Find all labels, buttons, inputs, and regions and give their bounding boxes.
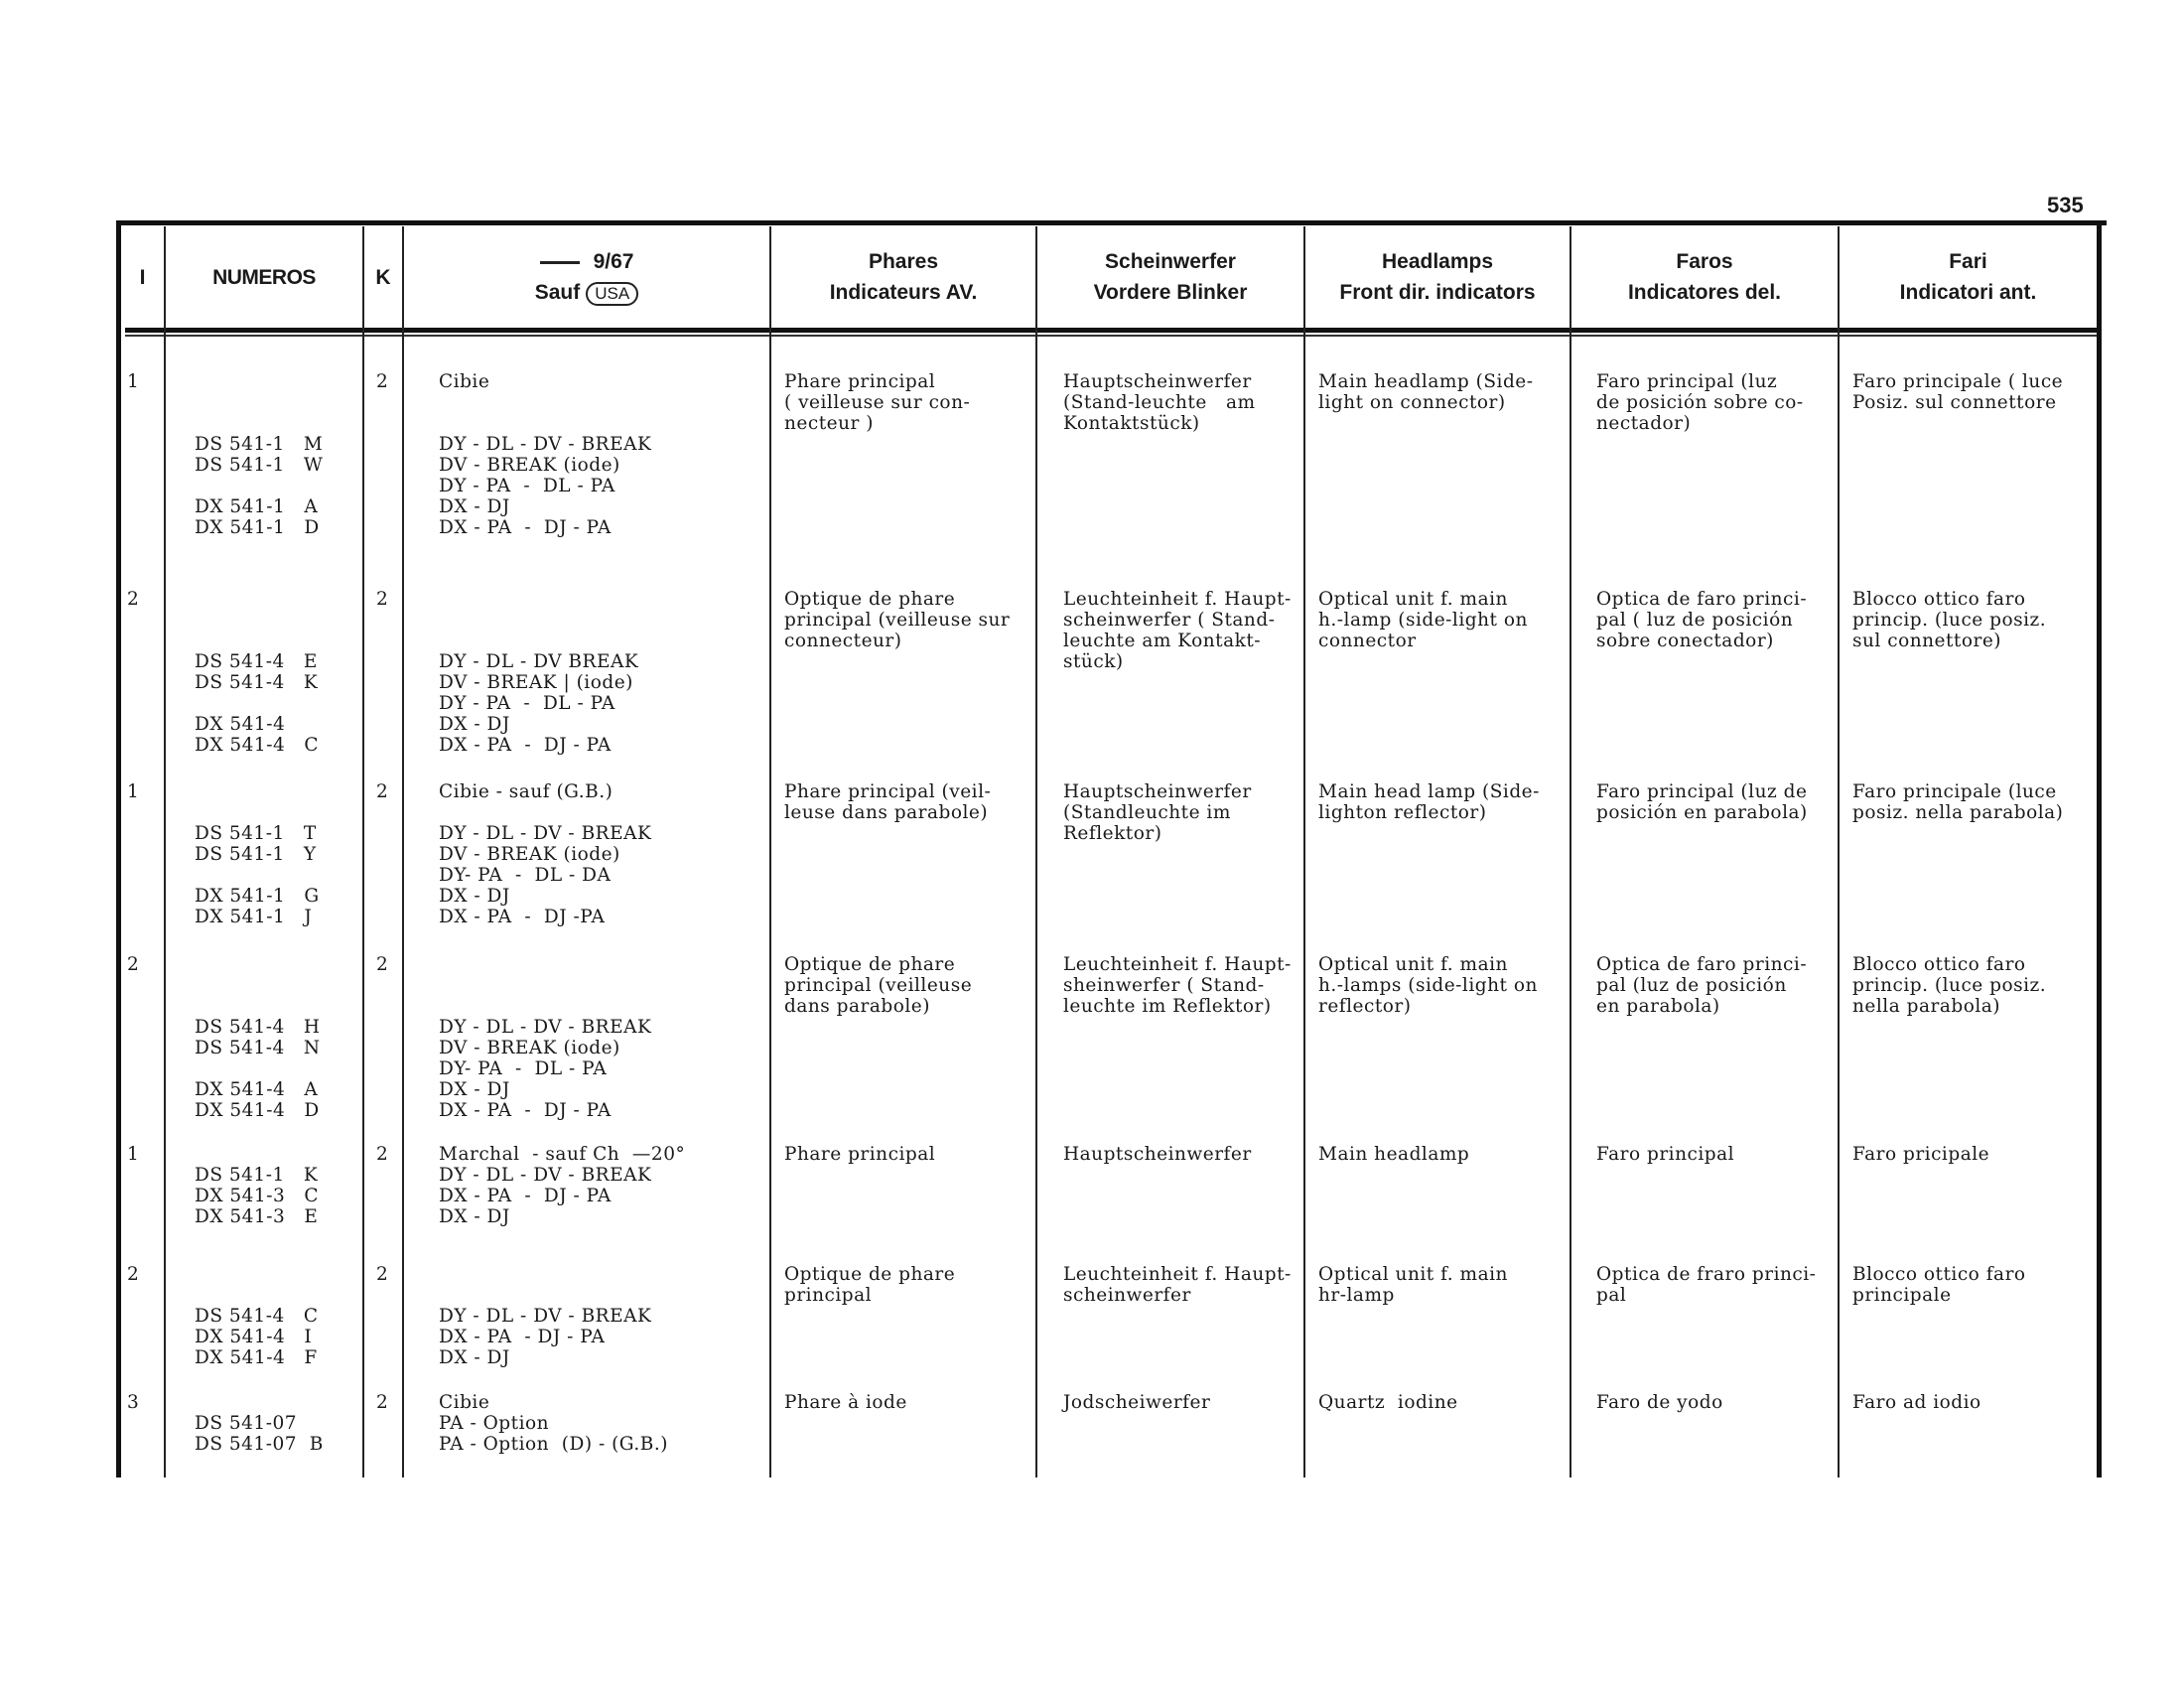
cell-de-line: leuchte am Kontakt-	[1063, 631, 1262, 651]
cell-it-line: princip. (luce posiz.	[1852, 610, 2047, 631]
cell-date-line: DV - BREAK (iode)	[439, 1038, 620, 1058]
cell-es-line: Faro principal	[1596, 1144, 1735, 1165]
cell-date-line: Cibie	[439, 371, 490, 392]
cell-numeros-line: DX 541-1 D	[195, 517, 320, 538]
cell-fr-line: Optique de phare	[784, 954, 956, 975]
cell-es-line: Optica de faro princi-	[1596, 954, 1808, 975]
header-italian	[1840, 226, 2097, 328]
cell-fr-line: Phare à iode	[784, 1392, 907, 1413]
cell-it-line: posiz. nella parabola)	[1852, 802, 2064, 823]
cell-numeros-line: DX 541-1 A	[195, 496, 319, 517]
header-fr-line1: Phares	[868, 250, 939, 273]
header-k-label: K	[375, 265, 391, 289]
cell-date-line: DV - BREAK (iode)	[439, 844, 620, 865]
cell-de-line: scheinwerfer ( Stand-	[1063, 610, 1276, 631]
header-en-line2: Front dir. indicators	[1339, 281, 1536, 304]
cell-de-line: leuchte im Reflektor)	[1063, 996, 1272, 1017]
header-it-line2: Indicatori ant.	[1899, 281, 2037, 304]
cell-date-line: DY - PA - DL - PA	[439, 693, 615, 714]
cell-date-line: PA - Option (D) - (G.B.)	[439, 1434, 668, 1455]
header-de-line1: Scheinwerfer	[1105, 250, 1236, 273]
cell-numeros-line: DX 541-3 C	[195, 1186, 320, 1206]
cell-date-line: DX - DJ	[439, 1347, 510, 1368]
cell-es-line: Faro principal (luz de	[1596, 781, 1808, 802]
cell-en-line: Optical unit f. main	[1318, 589, 1508, 610]
cell-de-line: sheinwerfer ( Stand-	[1063, 975, 1265, 996]
header-es-line1: Faros	[1676, 250, 1733, 273]
cell-numeros-line: DX 541-4 I	[195, 1327, 313, 1347]
cell-fr-line: Optique de phare	[784, 1264, 956, 1285]
cell-it-line: Faro principale ( luce	[1852, 371, 2064, 392]
cell-de-line: Reflektor)	[1063, 823, 1162, 844]
row-k: 2	[376, 371, 389, 392]
cell-en-line: Main headlamp	[1318, 1144, 1470, 1165]
header-en-line1: Headlamps	[1381, 250, 1494, 273]
header-i-label: I	[139, 265, 146, 289]
header-de-line2: Vordere Blinker	[1093, 281, 1248, 304]
cell-fr-line: Optique de phare	[784, 589, 956, 610]
cell-de-line: Kontaktstück)	[1063, 413, 1200, 434]
divider-6	[1303, 226, 1305, 1477]
cell-de-line: Hauptscheinwerfer	[1063, 1144, 1252, 1165]
cell-numeros-line: DX 541-1 J	[195, 907, 313, 927]
header-rule	[125, 328, 2101, 333]
cell-date-line: DY - DL - DV - BREAK	[439, 823, 652, 844]
cell-en-line: h.-lamps (side-light on	[1318, 975, 1538, 996]
header-french	[771, 226, 1035, 328]
header-numeros	[166, 226, 362, 328]
cell-en-line: h.-lamp (side-light on	[1318, 610, 1528, 631]
cell-en-line: Main headlamp (Side-	[1318, 371, 1534, 392]
cell-date-line: DX - DJ	[439, 1206, 510, 1227]
cell-de-line: Jodscheiwerfer	[1063, 1392, 1211, 1413]
cell-de-line: Leuchteinheit f. Haupt-	[1063, 954, 1292, 975]
cell-numeros-line: DX 541-4 F	[195, 1347, 318, 1368]
cell-date-line: DX - DJ	[439, 886, 510, 907]
cell-date-line: DY - DL - DV BREAK	[439, 651, 639, 672]
cell-date-line: DX - PA - DJ -PA	[439, 907, 606, 927]
cell-numeros-line: DS 541-1 M	[195, 434, 324, 455]
cell-en-line: Optical unit f. main	[1318, 954, 1508, 975]
header-english	[1305, 226, 1570, 328]
cell-numeros-line: DX 541-4 D	[195, 1100, 320, 1121]
cell-it-line: Blocco ottico faro	[1852, 1264, 2026, 1285]
header-date-sauf: Sauf	[534, 281, 581, 304]
cell-numeros-line: DS 541-1 K	[195, 1165, 319, 1186]
row-k: 2	[376, 1264, 389, 1285]
cell-de-line: Leuchteinheit f. Haupt-	[1063, 1264, 1292, 1285]
row-k: 2	[376, 589, 389, 610]
cell-date-line: DX - DJ	[439, 714, 510, 735]
cell-date-line: DX - DJ	[439, 496, 510, 517]
cell-en-line: lighton reflector)	[1318, 802, 1487, 823]
cell-fr-line: principal (veilleuse sur	[784, 610, 1011, 631]
cell-en-line: light on connector)	[1318, 392, 1506, 413]
row-k: 2	[376, 954, 389, 975]
cell-date-line: DX - PA - DJ - PA	[439, 1186, 612, 1206]
cell-es-line: de posición sobre co-	[1596, 392, 1804, 413]
cell-fr-line: principal	[784, 1285, 873, 1306]
row-index: 1	[127, 1144, 140, 1165]
cell-numeros-line: DS 541-1 W	[195, 455, 324, 476]
header-date-value: 9/67	[593, 250, 634, 273]
cell-es-line: Optica de fraro princi-	[1596, 1264, 1817, 1285]
cell-numeros-line: DS 541-1 Y	[195, 844, 317, 865]
cell-en-line: reflector)	[1318, 996, 1412, 1017]
header-rule-thin	[125, 335, 2101, 337]
cell-es-line: en parabola)	[1596, 996, 1720, 1017]
right-border	[2097, 220, 2102, 1477]
cell-numeros-line: DX 541-4 A	[195, 1079, 319, 1100]
cell-it-line: nella parabola)	[1852, 996, 2000, 1017]
header-date-line1	[540, 246, 634, 277]
row-index: 3	[127, 1392, 140, 1413]
row-index: 1	[127, 781, 140, 802]
cell-date-line: DX - PA - DJ - PA	[439, 735, 612, 756]
cell-date-line: DY - DL - DV - BREAK	[439, 1017, 652, 1038]
cell-it-line: Faro principale (luce	[1852, 781, 2057, 802]
header-spanish	[1571, 226, 1838, 328]
cell-numeros-line: DS 541-07 B	[195, 1434, 324, 1455]
cell-date-line: DY - PA - DL - PA	[439, 476, 615, 496]
cell-it-line: principale	[1852, 1285, 1952, 1306]
cell-es-line: nectador)	[1596, 413, 1692, 434]
row-index: 2	[127, 1264, 140, 1285]
cell-it-line: Blocco ottico faro	[1852, 589, 2026, 610]
cell-date-line: DX - PA - DJ - PA	[439, 1100, 612, 1121]
cell-fr-line: Phare principal	[784, 1144, 936, 1165]
cell-de-line: Hauptscheinwerfer	[1063, 371, 1252, 392]
cell-fr-line: Phare principal (veil-	[784, 781, 992, 802]
divider-2	[362, 226, 364, 1477]
cell-en-line: Main head lamp (Side-	[1318, 781, 1540, 802]
cell-it-line: sul connettore)	[1852, 631, 2001, 651]
row-index: 2	[127, 589, 140, 610]
cell-de-line: (Standleuchte im	[1063, 802, 1231, 823]
cell-numeros-line: DX 541-4	[195, 714, 286, 735]
row-k: 2	[376, 1392, 389, 1413]
cell-es-line: Optica de faro princi-	[1596, 589, 1808, 610]
dash-mark	[540, 261, 580, 264]
cell-es-line: posición en parabola)	[1596, 802, 1808, 823]
cell-numeros-line: DS 541-4 H	[195, 1017, 321, 1038]
divider-5	[1035, 226, 1037, 1477]
row-index: 1	[127, 371, 140, 392]
cell-it-line: Blocco ottico faro	[1852, 954, 2026, 975]
cell-fr-line: leuse dans parabole)	[784, 802, 989, 823]
header-numeros-label: NUMEROS	[212, 265, 316, 289]
cell-de-line: Leuchteinheit f. Haupt-	[1063, 589, 1292, 610]
page-number: 535	[2047, 193, 2084, 217]
header-k	[364, 226, 402, 328]
cell-date-line: DX - PA - DJ - PA	[439, 1327, 606, 1347]
divider-8	[1838, 226, 1840, 1477]
header-date-line2	[535, 277, 638, 308]
header-fr-line2: Indicateurs AV.	[829, 281, 978, 304]
cell-numeros-line: DX 541-3 E	[195, 1206, 319, 1227]
row-index: 2	[127, 954, 140, 975]
cell-it-line: princip. (luce posiz.	[1852, 975, 2047, 996]
cell-numeros-line: DX 541-1 G	[195, 886, 320, 907]
cell-de-line: stück)	[1063, 651, 1124, 672]
cell-es-line: sobre conectador)	[1596, 631, 1774, 651]
cell-es-line: Faro de yodo	[1596, 1392, 1723, 1413]
cell-date-line: DY- PA - DL - DA	[439, 865, 612, 886]
cell-date-line: DV - BREAK | (iode)	[439, 672, 633, 693]
row-k: 2	[376, 1144, 389, 1165]
cell-date-line: Marchal - sauf Ch —20°	[439, 1144, 686, 1165]
cell-numeros-line: DS 541-07	[195, 1413, 297, 1434]
divider-7	[1570, 226, 1571, 1477]
cell-en-line: connector	[1318, 631, 1417, 651]
cell-date-line: Cibie	[439, 1392, 490, 1413]
cell-en-line: hr-lamp	[1318, 1285, 1395, 1306]
header-it-line1: Fari	[1949, 250, 1987, 273]
cell-es-line: pal (luz de posición	[1596, 975, 1787, 996]
cell-fr-line: connecteur)	[784, 631, 902, 651]
cell-fr-line: necteur )	[784, 413, 874, 434]
divider-4	[769, 226, 771, 1477]
header-german	[1037, 226, 1303, 328]
cell-numeros-line: DS 541-1 T	[195, 823, 317, 844]
cell-date-line: DY - DL - DV - BREAK	[439, 434, 652, 455]
cell-fr-line: principal (veilleuse	[784, 975, 973, 996]
top-rule	[117, 220, 2107, 225]
usa-badge: USA	[586, 282, 638, 306]
cell-numeros-line: DS 541-4 N	[195, 1038, 321, 1058]
cell-date-line: Cibie - sauf (G.B.)	[439, 781, 614, 802]
left-border	[116, 220, 121, 1477]
cell-en-line: Optical unit f. main	[1318, 1264, 1508, 1285]
cell-numeros-line: DS 541-4 K	[195, 672, 319, 693]
cell-date-line: DV - BREAK (iode)	[439, 455, 620, 476]
cell-es-line: Faro principal (luz	[1596, 371, 1778, 392]
cell-it-line: Faro ad iodio	[1852, 1392, 1981, 1413]
cell-fr-line: Phare principal	[784, 371, 936, 392]
header-date	[404, 226, 769, 328]
cell-numeros-line: DX 541-4 C	[195, 735, 320, 756]
cell-numeros-line: DS 541-4 C	[195, 1306, 319, 1327]
cell-de-line: (Stand-leuchte am	[1063, 392, 1256, 413]
cell-date-line: DY - DL - DV - BREAK	[439, 1165, 652, 1186]
cell-de-line: scheinwerfer	[1063, 1285, 1191, 1306]
cell-en-line: Quartz iodine	[1318, 1392, 1458, 1413]
cell-fr-line: ( veilleuse sur con-	[784, 392, 971, 413]
divider-1	[164, 226, 166, 1477]
cell-de-line: Hauptscheinwerfer	[1063, 781, 1252, 802]
header-es-line2: Indicatores del.	[1627, 281, 1782, 304]
cell-numeros-line: DS 541-4 E	[195, 651, 318, 672]
cell-it-line: Faro pricipale	[1852, 1144, 1990, 1165]
cell-es-line: pal	[1596, 1285, 1627, 1306]
divider-3	[402, 226, 404, 1477]
cell-date-line: PA - Option	[439, 1413, 550, 1434]
row-k: 2	[376, 781, 389, 802]
header-i	[121, 226, 164, 328]
cell-it-line: Posiz. sul connettore	[1852, 392, 2057, 413]
cell-es-line: pal ( luz de posición	[1596, 610, 1794, 631]
cell-date-line: DY- PA - DL - PA	[439, 1058, 608, 1079]
cell-date-line: DX - PA - DJ - PA	[439, 517, 612, 538]
cell-fr-line: dans parabole)	[784, 996, 930, 1017]
cell-date-line: DY - DL - DV - BREAK	[439, 1306, 652, 1327]
cell-date-line: DX - DJ	[439, 1079, 510, 1100]
